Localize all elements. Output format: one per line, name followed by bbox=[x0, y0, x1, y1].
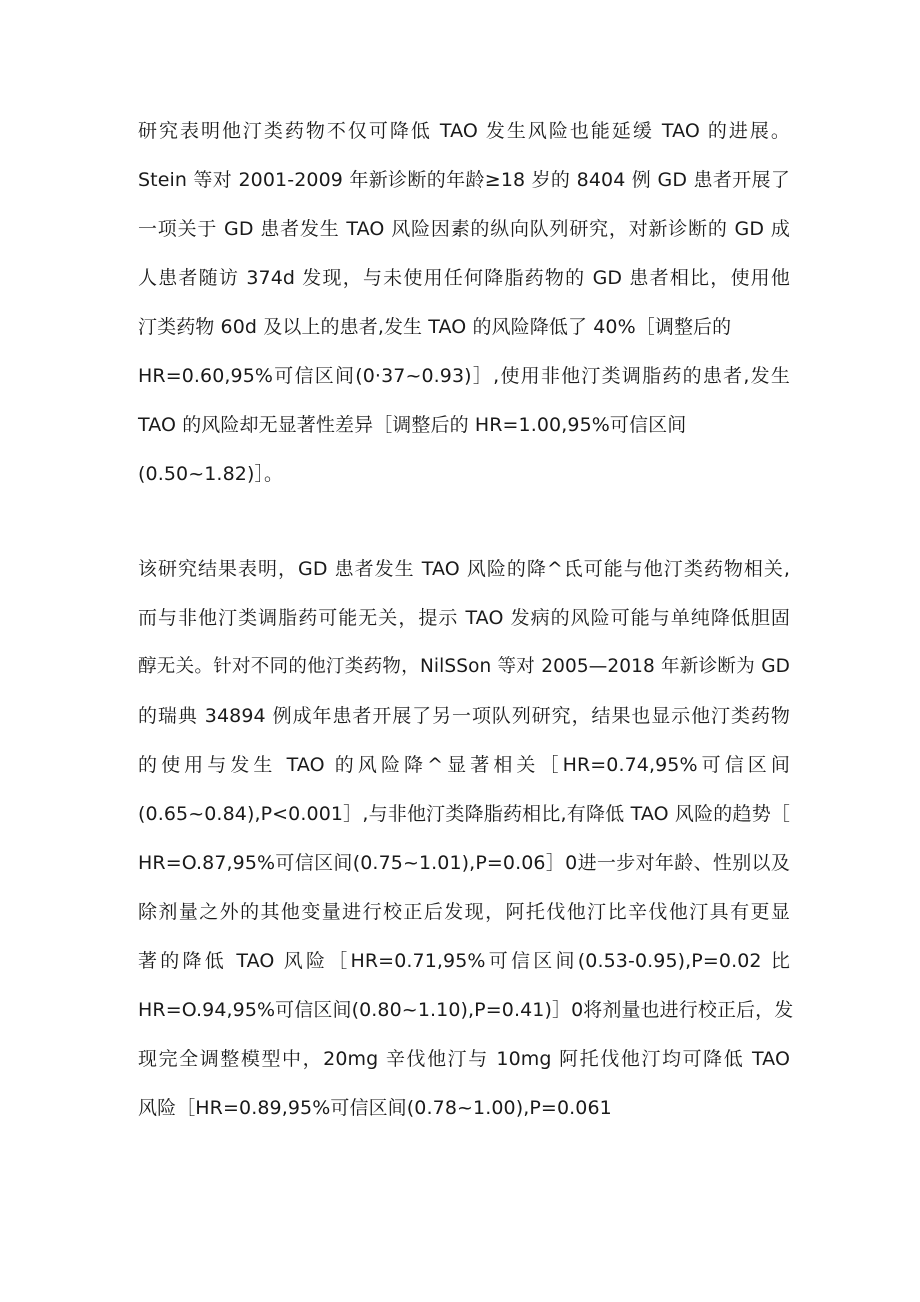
paragraph-1-line-4: 人患者随访 374d 发现，与未使用任何降脂药物的 GD 患者相比，使用他 bbox=[138, 267, 790, 289]
paragraph-2-line-9: 著的降低 TAO 风险［HR=0.71,95%可信区间(0.53-0.95),P=0.02 比 bbox=[138, 950, 790, 972]
paragraph-2-line-6: (0.65~0.84),P<0.001］,与非他汀类降脂药相比,有降低 TAO 风险的趋势［ bbox=[138, 803, 790, 825]
paragraph-2-line-10: HR=O.94,95%可信区间(0.80~1.10),P=0.41)］0将剂量也进行校正后，发 bbox=[138, 999, 794, 1021]
paragraph-2-line-3: 醇无关。针对不同的他汀类药物，NilSSon 等对 2005—2018 年新诊断为 GD bbox=[138, 656, 790, 677]
paragraph-1-line-5: 汀类药物 60d 及以上的患者,发生 TAO 的风险降低了 40%［调整后的 bbox=[138, 316, 732, 338]
paragraph-2-line-12: 风险［HR=0.89,95%可信区间(0.78~1.00),P=0.061 bbox=[138, 1097, 612, 1119]
paragraph-1-line-8: (0.50~1.82)］。 bbox=[138, 463, 284, 485]
paragraph-1-line-3: 一项关于 GD 患者发生 TAO 风险因素的纵向队列研究，对新诊断的 GD 成 bbox=[138, 218, 790, 240]
paragraph-2-line-5: 的使用与发生 TAO 的风险降^显著相关［HR=0.74,95%可信区间 bbox=[138, 754, 790, 776]
paragraph-1-line-1: 研究表明他汀类药物不仅可降低 TAO 发生风险也能延缓 TAO 的进展。 bbox=[138, 120, 790, 142]
paragraph-1-line-2: Stein 等对 2001-2009 年新诊断的年龄≥18 岁的 8404 例 GD 患者开展了 bbox=[138, 169, 790, 191]
paragraph-2-line-1: 该研究结果表明，GD 患者发生 TAO 风险的降^氐可能与他汀类药物相关, bbox=[138, 558, 790, 580]
paragraph-2-line-7: HR=O.87,95%可信区间(0.75~1.01),P=0.06］0进一步对年龄、性别以及 bbox=[138, 852, 790, 874]
paragraph-1-line-7: TAO 的风险却无显著性差异［调整后的 HR=1.00,95%可信区间 bbox=[138, 414, 687, 436]
paragraph-2-line-4: 的瑞典 34894 例成年患者开展了另一项队列研究，结果也显示他汀类药物 bbox=[138, 705, 790, 727]
paragraph-2-line-11: 现完全调整模型中，20mg 辛伐他汀与 10mg 阿托伐他汀均可降低 TAO bbox=[138, 1048, 790, 1070]
paragraph-2-line-2: 而与非他汀类调脂药可能无关，提示 TAO 发病的风险可能与单纯降低胆固 bbox=[138, 607, 790, 629]
paragraph-2-line-8: 除剂量之外的其他变量进行校正后发现，阿托伐他汀比辛伐他汀具有更显 bbox=[138, 901, 790, 923]
paragraph-1-line-6: HR=0.60,95%可信区间(0·37~0.93)］,使用非他汀类调脂药的患者,发生 bbox=[138, 365, 790, 387]
